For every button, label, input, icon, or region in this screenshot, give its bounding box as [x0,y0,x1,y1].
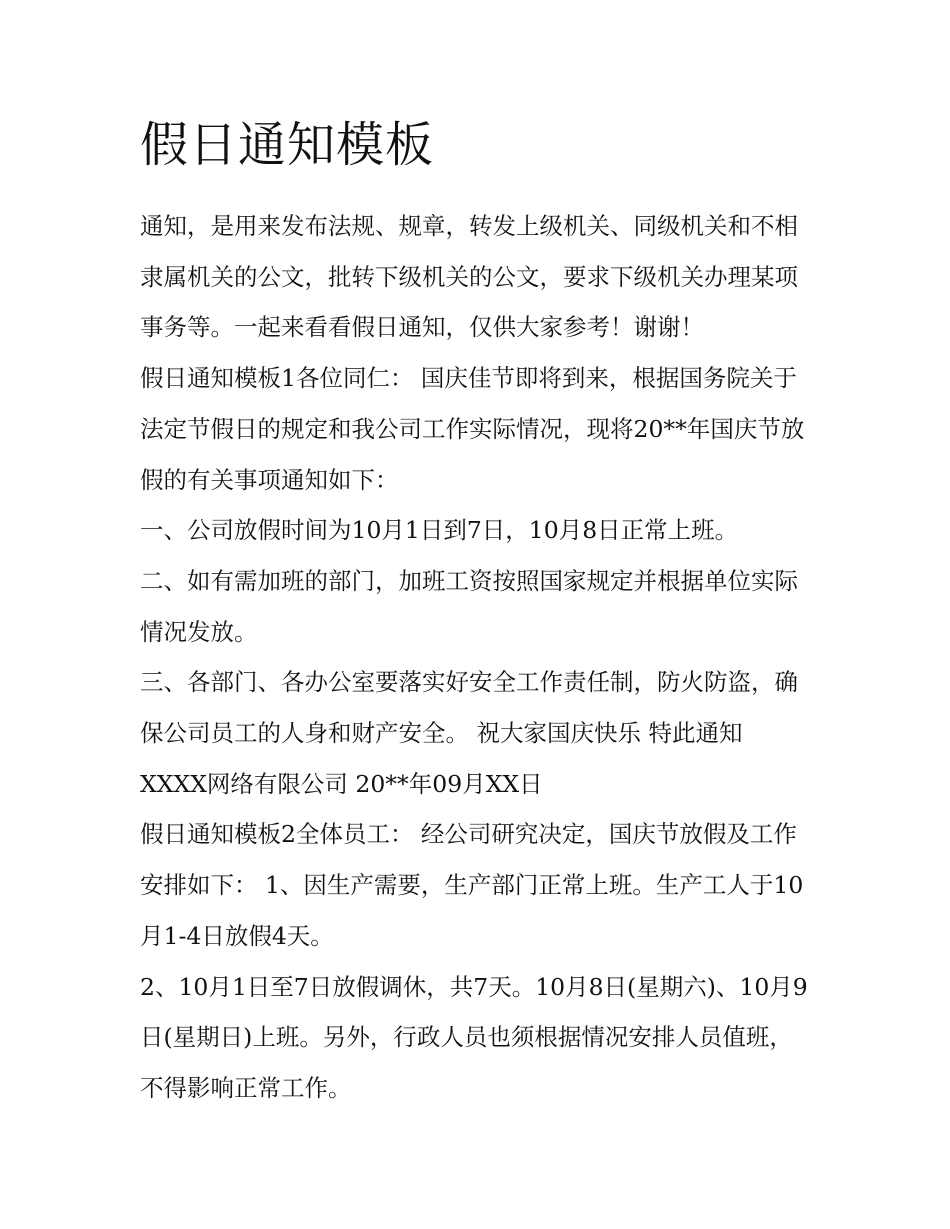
item-1-paragraph: 一、公司放假时间为10月1日到7日，10月8日正常上班。 [140,516,739,545]
template-1-paragraph: 假日通知模板1各位同仁： 国庆佳节即将到来，根据国务院关于法定节假日的规定和我公司工作实际情况，现将20**年国庆节放假的有关事项通知如下： [140,364,805,494]
template-2-item-2-paragraph: 2、10月1日至7日放假调休，共7天。10月8日(星期六)、10月9日(星期日)上班。另外，行政人员也须根据情况安排人员值班，不得影响正常工作。 [140,972,808,1102]
intro-paragraph: 通知，是用来发布法规、规章，转发上级机关、同级机关和不相隶属机关的公文，批转下级机关的公文，要求下级机关办理某项事务等。一起来看看假日通知，仅供大家参考！谢谢！ [140,212,798,342]
template-2-paragraph: 假日通知模板2全体员工： 经公司研究决定，国庆节放假及工作安排如下： 1、因生产需要，生产部门正常上班。生产工人于10月1-4日放假4天。 [140,820,804,950]
document-body [140,201,815,1114]
document-title: 假日通知模板 [140,117,435,173]
document-page [140,112,815,1114]
item-2-paragraph: 二、如有需加班的部门，加班工资按照国家规定并根据单位实际情况发放。 [140,566,798,646]
item-3-paragraph: 三、各部门、各办公室要落实好安全工作责任制，防火防盗，确保公司员工的人身和财产安全。 祝大家国庆快乐 特此通知 XXXX网络有限公司 20**年09月XX日 [140,668,798,798]
